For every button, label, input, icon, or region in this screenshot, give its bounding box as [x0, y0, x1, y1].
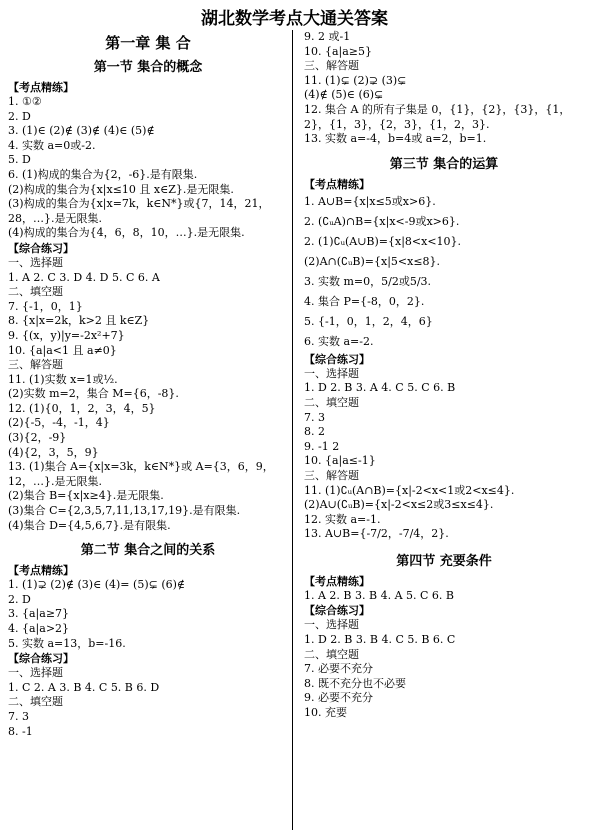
practice-heading: 【考点精练】: [8, 564, 74, 578]
answer-line: 11. (1)实数 x=1或½.: [8, 372, 118, 386]
answer-line: 一、选择题: [8, 666, 63, 680]
answer-line: (4){2，3，5，9}: [8, 445, 99, 459]
answer-line: 13. 实数 a=-4，b=4或 a=2，b=1.: [304, 132, 487, 146]
answer-line: 9. {(x，y)|y=-2x²+7}: [8, 328, 125, 342]
answer-line: 1. A∪B={x|x≤5或x>6}.: [304, 194, 436, 208]
answer-line: 9. 必要不充分: [304, 691, 373, 705]
answer-line: 1. D 2. B 3. B 4. C 5. B 6. C: [304, 633, 456, 647]
answer-line: 6. (1)构成的集合为{2，-6}.是有限集.: [8, 167, 198, 181]
answer-line: 4. 集合 P={-8，0，2}.: [304, 294, 425, 308]
answer-line: 1. A 2. C 3. D 4. D 5. C 6. A: [8, 270, 160, 284]
answer-line: 2. (1)∁ᵤ(A∪B)={x|8<x<10}.: [304, 234, 462, 248]
answer-line: 10. {a|a<1 且 a≠0}: [8, 343, 117, 357]
answer-line: 8. {x|x=2k，k>2 且 k∈Z}: [8, 314, 150, 328]
answer-line: 9. 2 或-1: [304, 30, 351, 43]
answer-line: 8. 2: [304, 425, 325, 439]
answer-list: [8, 666, 288, 739]
answer-line: 6. 实数 a=-2.: [304, 334, 374, 348]
exercise-heading: 【综合练习】: [304, 352, 370, 366]
answer-line: 2. D: [8, 592, 31, 606]
section-title: 第一节 集合的概念: [93, 60, 203, 75]
answer-line: 4. {a|a>2}: [8, 622, 70, 635]
answer-line: 7. 必要不充分: [304, 662, 373, 676]
answer-line: 12. 集合 A 的所有子集是 0，{1}，{2}，{3}，{1，: [304, 102, 571, 116]
answer-line: 13. A∪B={-7/2，-7/4，2}.: [304, 527, 449, 541]
answer-line: 1. D 2. B 3. A 4. C 5. C 6. B: [304, 381, 456, 395]
exercise-heading: 【综合练习】: [304, 604, 370, 618]
answer-line: 7. 3: [8, 709, 29, 723]
answer-line: (4)集合 D={4,5,6,7}.是有限集.: [8, 518, 171, 532]
answer-line: 10. {a|a≤-1}: [304, 454, 376, 468]
answer-list: [304, 589, 584, 604]
answer-list: [8, 578, 288, 651]
left-column: [8, 30, 288, 739]
answer-list: [8, 95, 288, 241]
exercise-heading: 【综合练习】: [8, 241, 74, 255]
answer-line: 3. 实数 m=0，5/2或5/3.: [304, 274, 432, 288]
answer-list: [304, 618, 584, 720]
answer-line: 二、填空题: [8, 695, 63, 709]
answer-line: 二、填空题: [8, 285, 63, 299]
answer-line: (4)∉ (5)∈ (6)⊊: [304, 88, 384, 102]
answer-line: 4. 实数 a=0或-2.: [8, 138, 96, 152]
answer-line: (2)实数 m=2，集合 M={6，-8}.: [8, 387, 179, 401]
answer-line: 2}，{1，3}，{2，3}，{1，2，3}.: [304, 117, 490, 131]
answer-list: [304, 192, 584, 352]
answer-line: 3. (1)∈ (2)∉ (3)∉ (4)∈ (5)∉: [8, 124, 155, 138]
answer-line: 8. -1: [8, 724, 33, 738]
answer-line: 12，…}.是无限集.: [8, 474, 102, 488]
answer-line: 一、选择题: [8, 255, 63, 269]
answer-line: (2)集合 B={x|x≥4}.是无限集.: [8, 489, 164, 503]
answer-line: 12. 实数 a=-1.: [304, 512, 381, 526]
answer-line: 11. (1)⊊ (2)⊋ (3)⊊: [304, 73, 407, 87]
practice-heading: 【考点精练】: [304, 574, 370, 588]
answer-line: 二、填空题: [304, 395, 359, 409]
answer-line: 1. ①②: [8, 95, 42, 108]
answer-line: 12. (1){0，1，2，3，4，5}: [8, 401, 156, 415]
answer-line: (2)A∪(∁ᵤB)={x|-2<x≤2或3≤x≤4}.: [304, 498, 494, 512]
answer-line: 5. D: [8, 153, 31, 167]
answer-line: 13. (1)集合 A={x|x=3k，k∈N*}或 A={3，6，9，: [8, 460, 274, 474]
answer-line: 11. (1)∁ᵤ(A∩B)={x|-2<x<1或2<x≤4}.: [304, 483, 515, 497]
answer-list: [8, 256, 288, 533]
section-title: 第二节 集合之间的关系: [80, 543, 216, 559]
answer-line: 三、解答题: [304, 59, 359, 73]
section-title: 第三节 集合的运算: [389, 156, 499, 172]
answer-line: 一、选择题: [304, 366, 359, 380]
answer-line: 3. {a|a≥7}: [8, 607, 70, 621]
answer-line: 28，…}.是无限集.: [8, 211, 102, 225]
answer-line: 10. {a|a≥5}: [304, 44, 373, 58]
answer-line: (3){2，-9}: [8, 431, 67, 445]
answer-list: [304, 30, 584, 147]
document-title: 湖北数学考点大通关答案: [201, 9, 388, 29]
answer-line: 10. 充要: [304, 706, 347, 720]
answer-line: 一、选择题: [304, 618, 359, 632]
answer-line: (2){-5，-4，-1，4}: [8, 416, 110, 430]
answer-line: 2. (∁ᵤA)∩B={x|x<-9或x>6}.: [304, 214, 460, 228]
answer-line: 1. A 2. B 3. B 4. A 5. C 6. B: [304, 588, 454, 602]
answer-line: (3)集合 C={2,3,5,7,11,13,17,19}.是有限集.: [8, 504, 241, 518]
answer-line: (3)构成的集合为{x|x=7k，k∈N*}或{7，14，21，: [8, 197, 270, 211]
answer-line: (4)构成的集合为{4，6，8，10，…}.是无限集.: [8, 226, 245, 240]
answer-line: 7. {-1，0，1}: [8, 299, 83, 313]
answer-line: 8. 既不充分也不必要: [304, 676, 406, 690]
answer-line: 三、解答题: [304, 468, 359, 482]
answer-line: 9. -1 2: [304, 439, 340, 453]
answer-line: 2. D: [8, 109, 31, 123]
answer-line: 三、解答题: [8, 358, 63, 372]
exercise-heading: 【综合练习】: [8, 652, 74, 666]
right-column: [304, 30, 584, 721]
answer-list: [304, 367, 584, 542]
section-title: 第四节 充要条件: [396, 553, 492, 569]
answer-line: 7. 3: [304, 410, 325, 424]
answer-line: 5. {-1，0，1，2，4，6}: [304, 314, 433, 328]
answer-line: (2)A∩(∁ᵤB)={x|5<x≤8}.: [304, 254, 441, 268]
column-divider: [292, 30, 293, 830]
practice-heading: 【考点精练】: [304, 177, 370, 191]
practice-heading: 【考点精练】: [8, 81, 74, 94]
answer-line: 1. C 2. A 3. B 4. C 5. B 6. D: [8, 680, 160, 694]
answer-line: 1. (1)⊋ (2)∉ (3)∈ (4)= (5)⊊ (6)∉: [8, 578, 186, 592]
answer-line: (2)构成的集合为{x|x≤10 且 x∈Z}.是无限集.: [8, 182, 234, 196]
answer-line: 二、填空题: [304, 647, 359, 661]
answer-line: 5. 实数 a=13，b=-16.: [8, 636, 126, 650]
chapter-title: 第一章 集 合: [105, 34, 191, 52]
